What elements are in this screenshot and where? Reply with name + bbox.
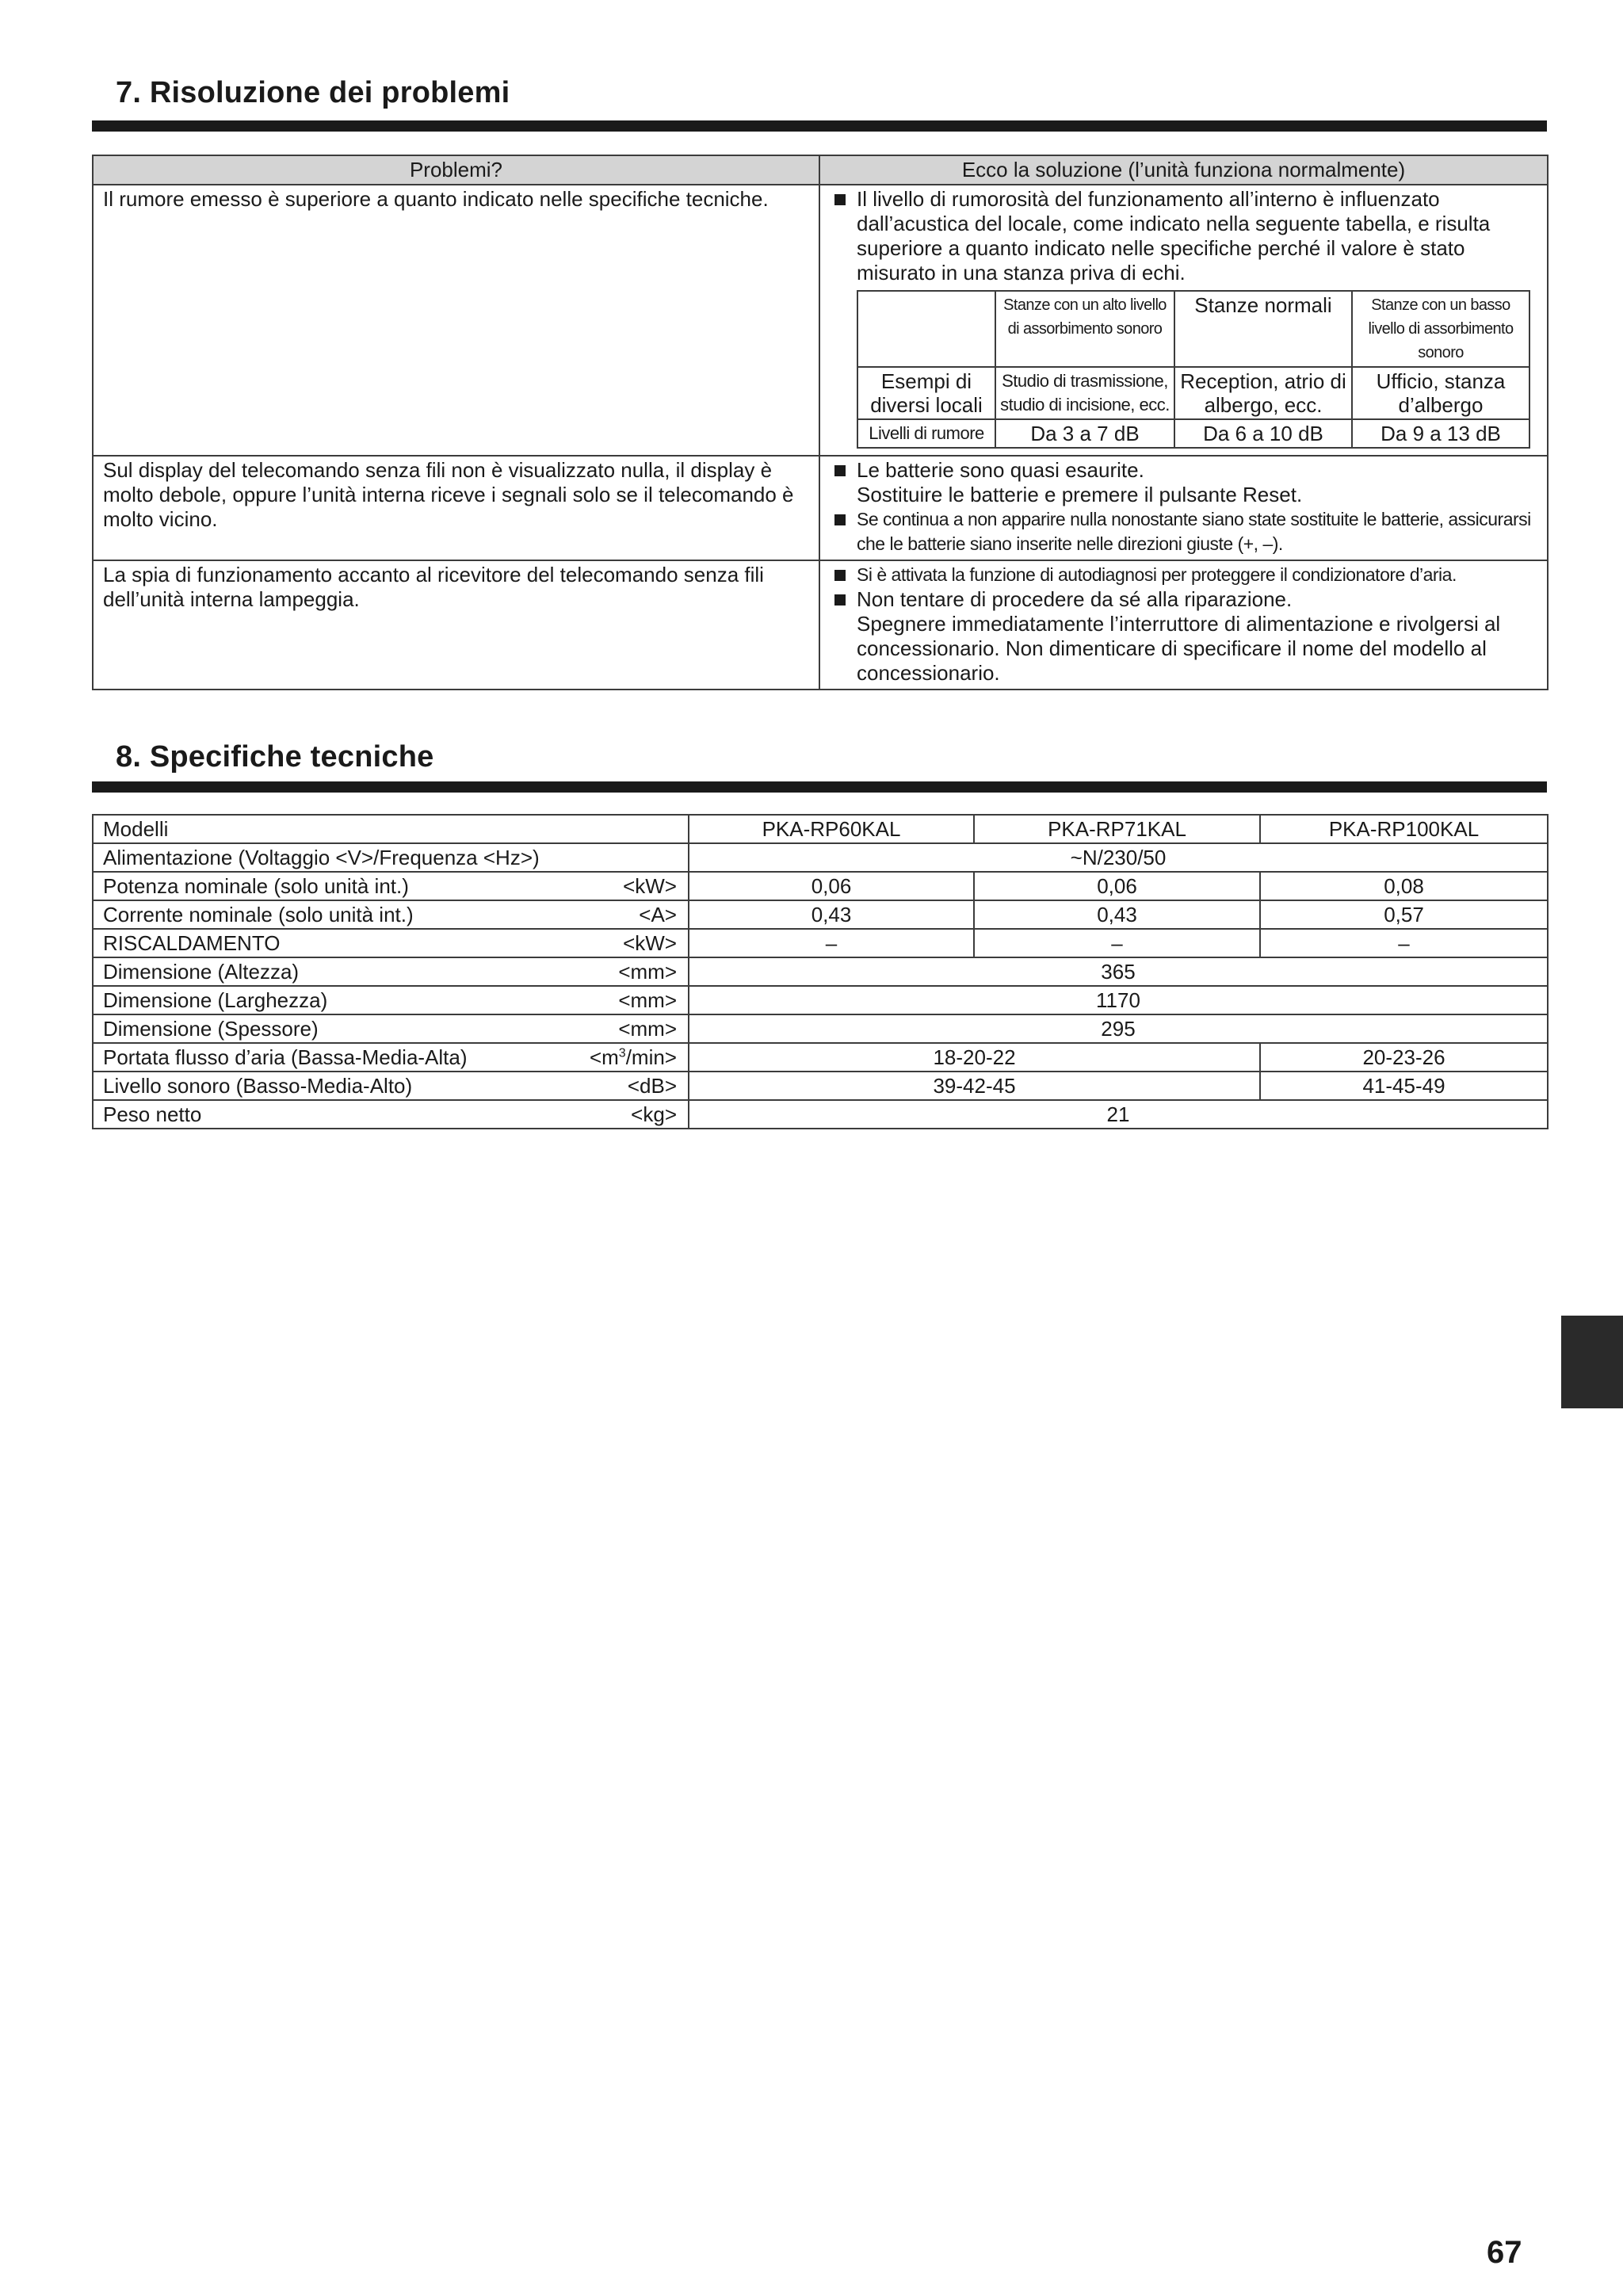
spec-unit: <kg> (631, 1102, 677, 1126)
airflow-label (93, 1043, 689, 1072)
problem-remote-display: Sul display del telecomando senza fili non è visualizzato nulla, il display è molto debole, oppure l’unità interna riceve i segnali solo se il telecomando è molto vicino. (93, 456, 819, 560)
spec-label: Dimensione (Spessore) (103, 1017, 319, 1041)
table-row (93, 1100, 1548, 1129)
solution-text: Si è attivata la funzione di autodiagnosi per proteggere il condizionatore d’aria. (857, 564, 1457, 585)
spec-value: 295 (689, 1014, 1548, 1043)
solution-text: Se continua a non apparire nulla nonostante siano state sostituite le batterie, assicurarsi che le batterie siano inserite nelle direzioni giuste (+, –). (857, 509, 1531, 554)
section-8-divider (92, 781, 1547, 793)
noise-empty-cell (857, 291, 995, 367)
table-row (93, 872, 1548, 900)
solution-continuation: Spegnere immediatamente l’interruttore di alimentazione e rivolgersi al concessionario. Non dimenticare di specificare il nome del modello al concessionario. (857, 612, 1501, 685)
spec-value: – (689, 929, 974, 957)
level-normal: Da 6 a 10 dB (1174, 419, 1352, 448)
solution-text: Non tentare di procedere da sé alla riparazione. (857, 587, 1293, 611)
spec-unit: <mm> (618, 1017, 677, 1041)
noise-examples-row (857, 367, 1529, 419)
spec-unit: <dB> (627, 1074, 677, 1098)
spec-value: – (1260, 929, 1548, 957)
table-row (93, 1072, 1548, 1100)
spec-unit (590, 1044, 677, 1071)
model-rp71: PKA-RP71KAL (974, 815, 1260, 843)
spec-label: Dimensione (Altezza) (103, 960, 300, 984)
table-row (93, 185, 1548, 456)
list-item (830, 563, 1537, 587)
example-low: Ufficio, stanza d’albergo (1352, 367, 1529, 419)
example-high: Studio di trasmissione, studio di incisione, ecc. (995, 367, 1174, 419)
table-row (93, 815, 1548, 843)
sound-label (93, 1072, 689, 1100)
spec-label: RISCALDAMENTO (103, 931, 281, 955)
troubleshooting-header-row (93, 155, 1548, 185)
table-row (93, 843, 1548, 872)
col-normal-rooms: Stanze normali (1174, 291, 1352, 367)
spec-label: Portata flusso d’aria (Bassa-Media-Alta) (103, 1045, 468, 1069)
square-bullet-icon (834, 594, 846, 606)
height-label (93, 957, 689, 986)
square-bullet-icon (834, 570, 846, 581)
language-side-tab (1561, 1316, 1623, 1408)
spec-unit: <kW> (623, 931, 677, 955)
spec-unit: <A> (639, 903, 677, 926)
problem-noise: Il rumore emesso è superiore a quanto indicato nelle specifiche tecniche. (93, 185, 819, 456)
table-row (93, 560, 1548, 690)
level-high: Da 3 a 7 dB (995, 419, 1174, 448)
spec-unit: <mm> (618, 988, 677, 1012)
table-row (93, 900, 1548, 929)
table-row (93, 1043, 1548, 1072)
nominal-power-label (93, 872, 689, 900)
spec-value: 41-45-49 (1260, 1072, 1548, 1100)
spec-value: 365 (689, 957, 1548, 986)
spec-label: Peso netto (103, 1102, 202, 1126)
power-supply-label: Alimentazione (Voltaggio <V>/Frequenza <Hz>) (93, 843, 689, 872)
square-bullet-icon (834, 194, 846, 205)
weight-label (93, 1100, 689, 1129)
model-rp60: PKA-RP60KAL (689, 815, 974, 843)
spec-value: 0,06 (689, 872, 974, 900)
spec-value: 0,43 (974, 900, 1260, 929)
power-supply-value: ~N/230/50 (689, 843, 1548, 872)
models-label: Modelli (93, 815, 689, 843)
table-row (93, 986, 1548, 1014)
unit-part: <m (589, 1045, 619, 1069)
nominal-current-label (93, 900, 689, 929)
list-item (830, 187, 1537, 285)
unit-superscript: 3 (618, 1046, 626, 1060)
square-bullet-icon (834, 514, 846, 525)
solution-text: Le batterie sono quasi esaurite. (857, 458, 1144, 482)
solution-indicator-blinking (819, 560, 1548, 690)
header-problem: Problemi? (93, 155, 819, 185)
list-item (830, 507, 1537, 556)
list-item (830, 458, 1537, 483)
header-solution: Ecco la soluzione (l’unità funziona normalmente) (819, 155, 1548, 185)
spec-label: Dimensione (Larghezza) (103, 988, 328, 1012)
table-row (93, 929, 1548, 957)
spec-value: – (974, 929, 1260, 957)
spec-label: Livello sonoro (Basso-Media-Alto) (103, 1074, 413, 1098)
table-row (93, 1014, 1548, 1043)
col-high-absorption: Stanze con un alto livello di assorbimento sonoro (995, 291, 1174, 367)
noise-level-table (857, 290, 1530, 449)
col-low-absorption: Stanze con un basso livello di assorbimento sonoro (1352, 291, 1529, 367)
problem-indicator-blinking: La spia di funzionamento accanto al ricevitore del telecomando senza fili dell’unità interna lampeggia. (93, 560, 819, 690)
solution-text: Il livello di rumorosità del funzionamento all’interno è influenzato dall’acustica del locale, come indicato nella seguente tabella, e risulta superiore a quanto indicato nelle specifiche perché il valore è stato misurato in una stanza priva di echi. (857, 187, 1491, 285)
spec-value: 0,43 (689, 900, 974, 929)
spec-value: 18-20-22 (689, 1043, 1260, 1072)
row-label-levels: Livelli di rumore (857, 419, 995, 448)
page-number: 67 (1487, 2235, 1522, 2270)
spec-unit: <mm> (618, 960, 677, 984)
level-low: Da 9 a 13 dB (1352, 419, 1529, 448)
example-normal: Reception, atrio di albergo, ecc. (1174, 367, 1352, 419)
solution-noise (819, 185, 1548, 456)
heating-label (93, 929, 689, 957)
unit-part: /min> (625, 1045, 677, 1069)
spec-value: 0,08 (1260, 872, 1548, 900)
row-label-examples: Esempi di diversi locali (857, 367, 995, 419)
spec-value: 1170 (689, 986, 1548, 1014)
spec-value: 0,06 (974, 872, 1260, 900)
spec-value: 0,57 (1260, 900, 1548, 929)
spec-value: 39-42-45 (689, 1072, 1260, 1100)
specifications-table (92, 814, 1549, 1129)
solution-remote-display (819, 456, 1548, 560)
spec-label: Potenza nominale (solo unità int.) (103, 874, 409, 898)
section-7-title: 7. Risoluzione dei problemi (116, 76, 510, 109)
spec-label: Corrente nominale (solo unità int.) (103, 903, 414, 926)
width-label (93, 986, 689, 1014)
spec-value: 20-23-26 (1260, 1043, 1548, 1072)
table-row (93, 456, 1548, 560)
list-item (830, 587, 1537, 612)
noise-levels-row (857, 419, 1529, 448)
table-row (93, 957, 1548, 986)
solution-continuation: Sostituire le batterie e premere il pulsante Reset. (857, 483, 1303, 506)
depth-label (93, 1014, 689, 1043)
section-8-title: 8. Specifiche tecniche (116, 740, 434, 774)
noise-header-row (857, 291, 1529, 367)
spec-unit: <kW> (623, 874, 677, 898)
section-7-divider (92, 120, 1547, 132)
model-rp100: PKA-RP100KAL (1260, 815, 1548, 843)
troubleshooting-table (92, 155, 1549, 690)
spec-value: 21 (689, 1100, 1548, 1129)
square-bullet-icon (834, 465, 846, 476)
